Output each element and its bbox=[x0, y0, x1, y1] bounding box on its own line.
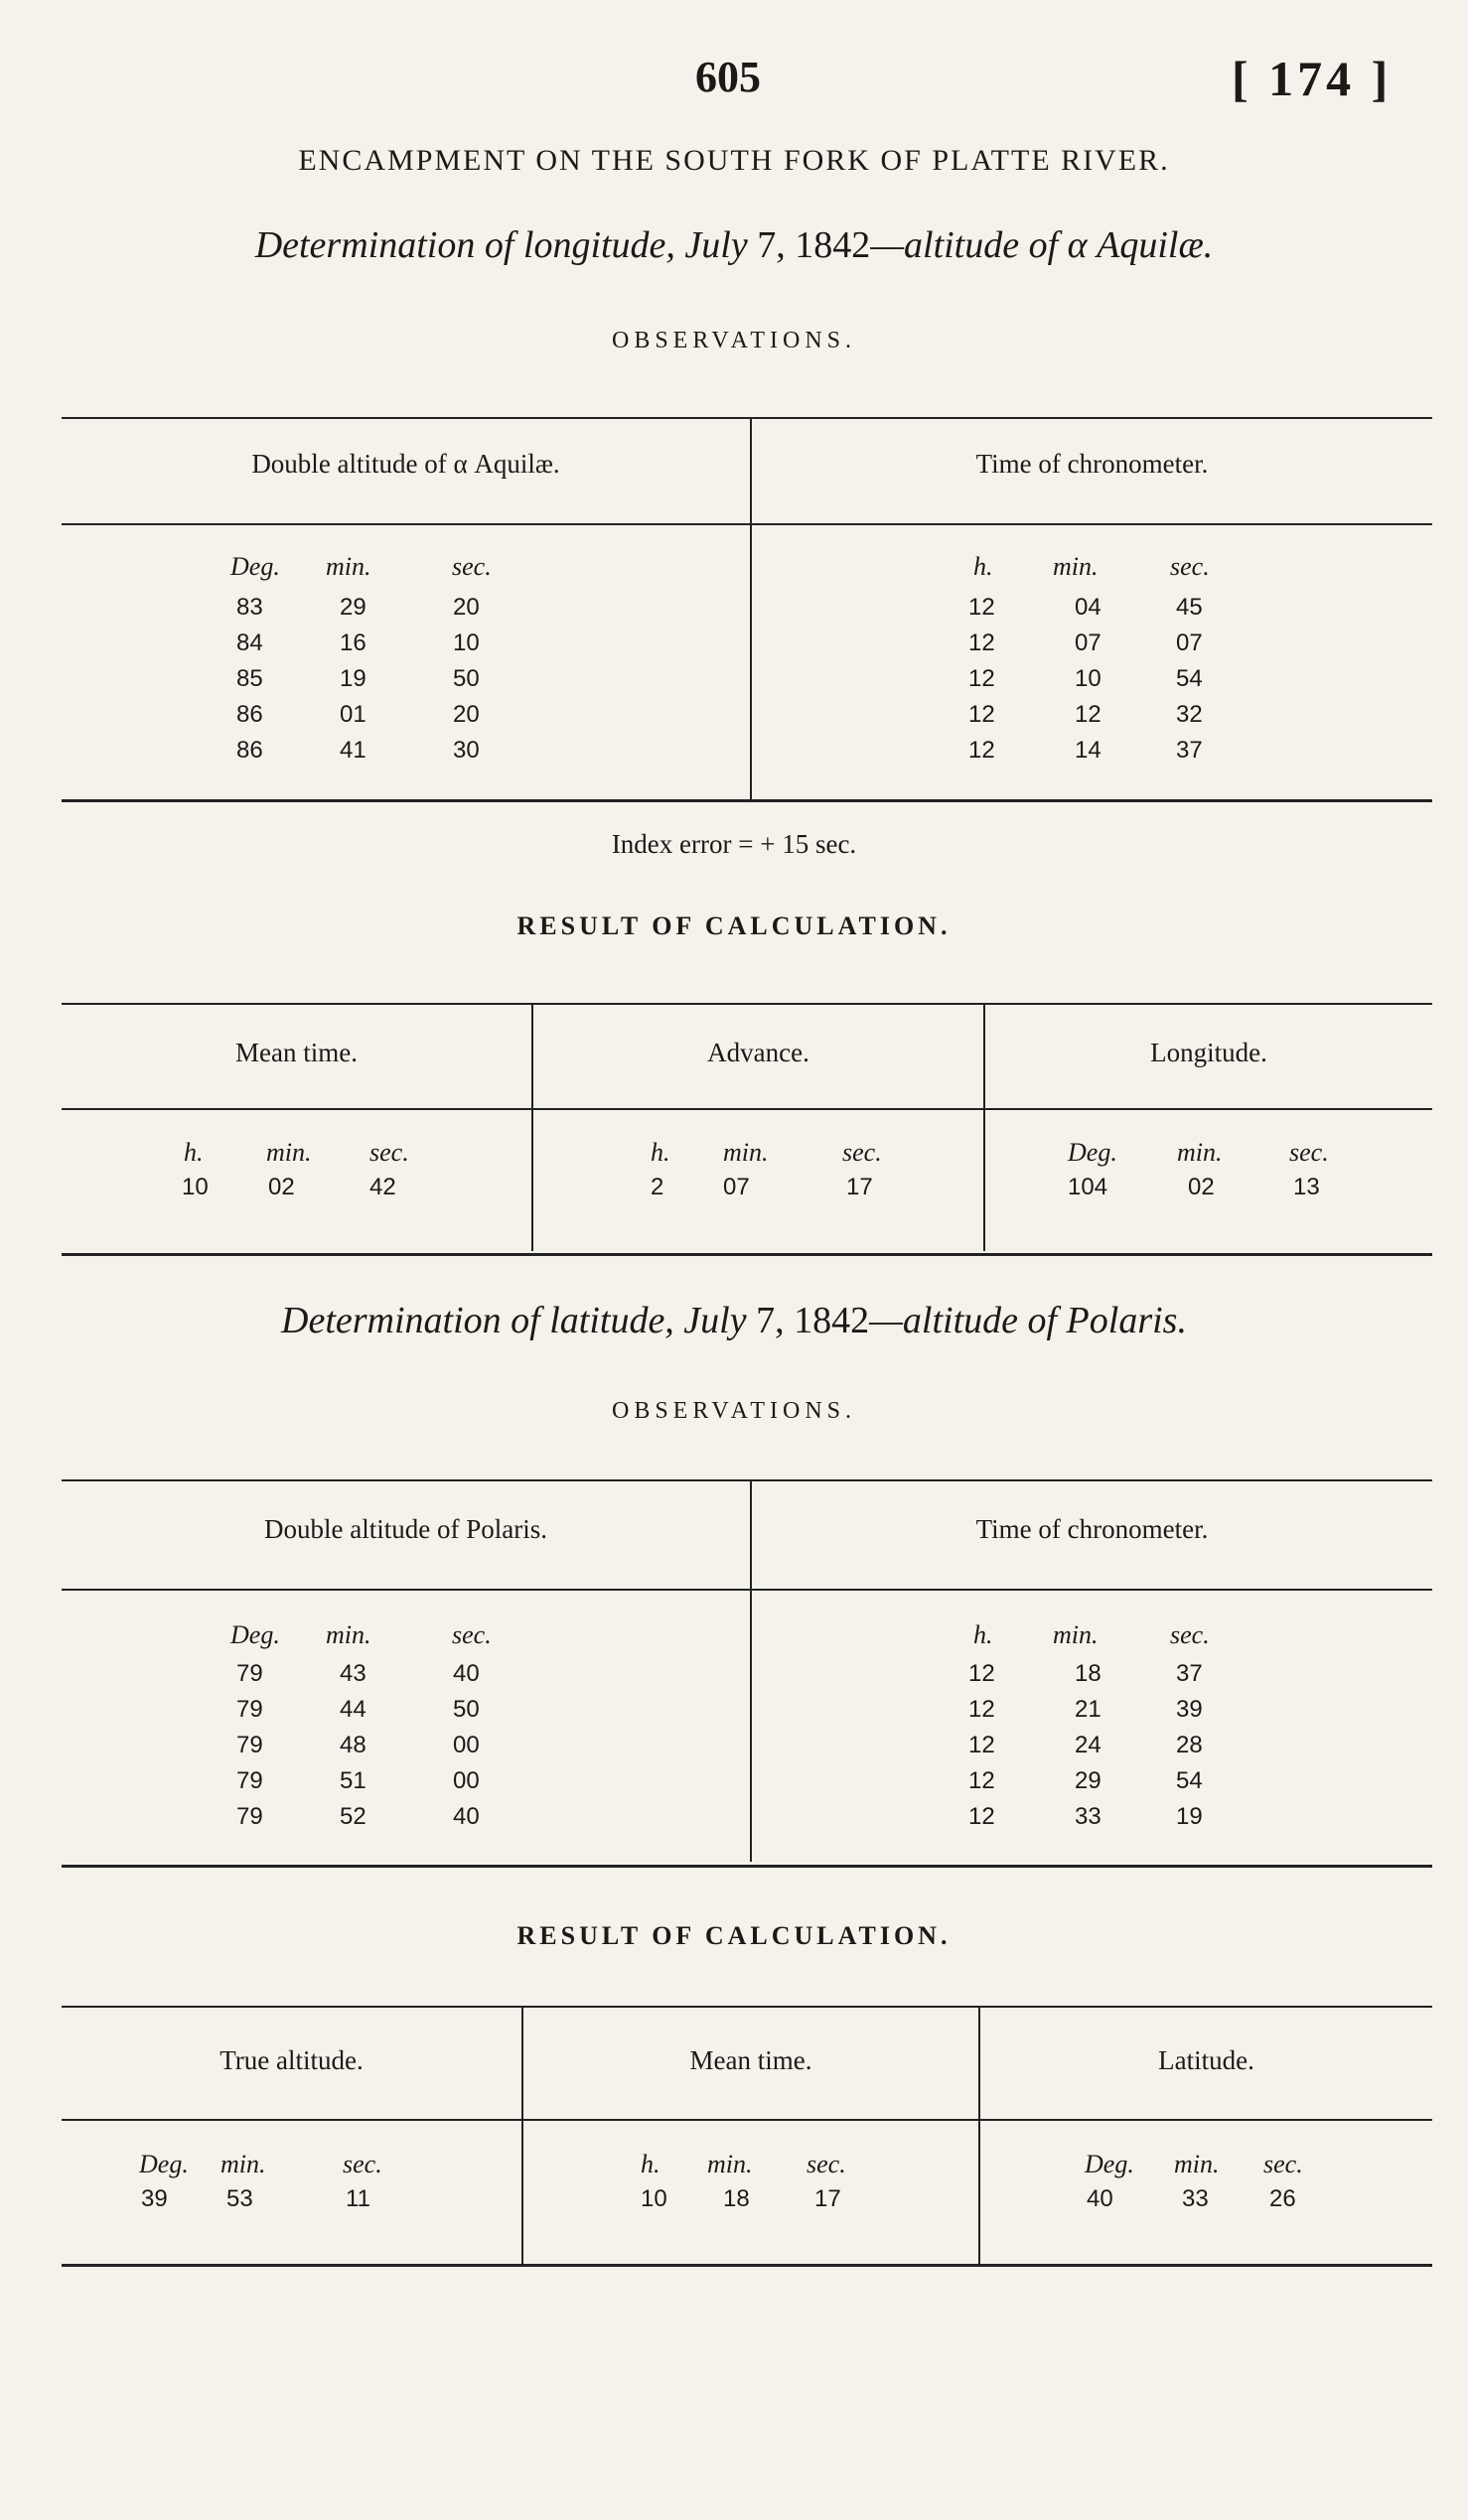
section1-title-date: 7, 1842 bbox=[757, 224, 871, 266]
unit-sec: sec. bbox=[1263, 2150, 1303, 2178]
table-cell: 79 bbox=[236, 1767, 263, 1794]
unit-min: min. bbox=[1177, 1138, 1223, 1167]
table-cell: 50 bbox=[453, 1696, 480, 1723]
table-cell: 12 bbox=[1075, 701, 1101, 728]
unit-min: min. bbox=[1174, 2150, 1220, 2178]
unit-min: min. bbox=[1053, 1620, 1099, 1649]
altitude-sec-column bbox=[453, 590, 480, 769]
table-cell: 12 bbox=[968, 665, 995, 692]
time-h-column bbox=[968, 1656, 995, 1835]
col-header-mean-time: Mean time. bbox=[689, 2045, 812, 2075]
table-cell: 44 bbox=[340, 1696, 367, 1723]
section2-title-end: —altitude of Polaris. bbox=[869, 1300, 1187, 1341]
longitude-deg: 104 bbox=[1068, 1174, 1108, 1200]
bracket-number: [ 174 ] bbox=[1232, 51, 1393, 106]
col-header-mean-time: Mean time. bbox=[235, 1038, 358, 1067]
col-header-longitude: Longitude. bbox=[1150, 1038, 1267, 1067]
table-cell: 14 bbox=[1075, 737, 1101, 764]
latitude-deg: 40 bbox=[1087, 2185, 1113, 2212]
table-cell: 00 bbox=[453, 1732, 480, 1758]
col-header-chronometer: Time of chronometer. bbox=[975, 1514, 1209, 1544]
altitude-min-column bbox=[340, 1656, 367, 1835]
table-cell: 79 bbox=[236, 1660, 263, 1687]
section2-observations-label: OBSERVATIONS. bbox=[611, 1398, 856, 1424]
col-header-altitude: Double altitude of Polaris. bbox=[264, 1514, 547, 1544]
unit-h: h. bbox=[973, 1620, 993, 1649]
unit-sec: sec. bbox=[369, 1138, 409, 1167]
table-cell: 16 bbox=[340, 630, 367, 656]
table-header-rule bbox=[62, 523, 1432, 525]
unit-sec: sec. bbox=[452, 1620, 492, 1649]
table-cell: 12 bbox=[968, 630, 995, 656]
table-divider bbox=[978, 2006, 980, 2264]
page-number: 605 bbox=[695, 53, 761, 101]
unit-sec: sec. bbox=[343, 2150, 382, 2178]
table-cell: 12 bbox=[968, 737, 995, 764]
col-header-altitude: Double altitude of α Aquilæ. bbox=[251, 449, 560, 479]
section1-observations-label: OBSERVATIONS. bbox=[611, 328, 856, 353]
table-cell: 24 bbox=[1075, 1732, 1101, 1758]
unit-min: min. bbox=[707, 2150, 753, 2178]
table-cell: 10 bbox=[453, 630, 480, 656]
table-cell: 54 bbox=[1176, 665, 1203, 692]
index-error-note: Index error = + 15 sec. bbox=[611, 829, 857, 859]
time-sec-column bbox=[1176, 590, 1203, 769]
table-cell: 40 bbox=[453, 1803, 480, 1830]
true-altitude-sec: 11 bbox=[346, 2185, 370, 2212]
table-cell: 79 bbox=[236, 1803, 263, 1830]
table-header-rule bbox=[62, 1589, 1432, 1591]
unit-sec: sec. bbox=[452, 552, 492, 581]
unit-min: min. bbox=[266, 1138, 312, 1167]
altitude-min-column bbox=[340, 590, 367, 769]
longitude-sec: 13 bbox=[1293, 1174, 1320, 1200]
section2-title bbox=[0, 1299, 1468, 1342]
mean-time-h: 10 bbox=[641, 2185, 667, 2212]
unit-sec: sec. bbox=[842, 1138, 882, 1167]
table-cell: 51 bbox=[340, 1767, 367, 1794]
table-cell: 85 bbox=[236, 665, 263, 692]
unit-min: min. bbox=[1053, 552, 1099, 581]
latitude-min: 33 bbox=[1182, 2185, 1209, 2212]
table-cell: 45 bbox=[1176, 594, 1203, 621]
unit-deg: Deg. bbox=[1085, 2150, 1134, 2178]
section2-title-date: 7, 1842 bbox=[756, 1300, 870, 1341]
time-min-column bbox=[1075, 590, 1101, 769]
unit-deg: Deg. bbox=[1068, 1138, 1117, 1167]
table-cell: 21 bbox=[1075, 1696, 1101, 1723]
table-cell: 39 bbox=[1176, 1696, 1203, 1723]
table-cell: 07 bbox=[1075, 630, 1101, 656]
col-header-chronometer: Time of chronometer. bbox=[975, 449, 1209, 479]
unit-min: min. bbox=[723, 1138, 769, 1167]
table-top-rule bbox=[62, 1003, 1432, 1005]
table-header-rule bbox=[62, 1108, 1432, 1110]
unit-min: min. bbox=[220, 2150, 266, 2178]
section1-title-start: Determination of longitude, July bbox=[254, 224, 758, 266]
section2-title-start: Determination of latitude, July bbox=[281, 1300, 757, 1341]
altitude-deg-column bbox=[236, 1656, 263, 1835]
section1-title-mid: —altitude of bbox=[870, 224, 1068, 266]
col-header-true-altitude: True altitude. bbox=[220, 2045, 364, 2075]
table-header-rule bbox=[62, 2119, 1432, 2121]
table-cell: 54 bbox=[1176, 1767, 1203, 1794]
section1-title-alpha: α bbox=[1067, 224, 1088, 266]
table-cell: 41 bbox=[340, 737, 367, 764]
table-cell: 32 bbox=[1176, 701, 1203, 728]
table-cell: 01 bbox=[340, 701, 367, 728]
time-sec-column bbox=[1176, 1656, 1203, 1835]
unit-sec: sec. bbox=[807, 2150, 846, 2178]
table-cell: 48 bbox=[340, 1732, 367, 1758]
table-cell: 86 bbox=[236, 737, 263, 764]
table-cell: 20 bbox=[453, 594, 480, 621]
table-cell: 12 bbox=[968, 1803, 995, 1830]
table-bottom-rule bbox=[62, 1865, 1432, 1868]
table-top-rule bbox=[62, 1479, 1432, 1481]
table-cell: 19 bbox=[340, 665, 367, 692]
unit-sec: sec. bbox=[1170, 552, 1210, 581]
advance-h: 2 bbox=[651, 1174, 664, 1200]
table-cell: 20 bbox=[453, 701, 480, 728]
section1-title bbox=[0, 223, 1468, 267]
unit-min: min. bbox=[326, 552, 371, 581]
table-cell: 12 bbox=[968, 1660, 995, 1687]
table-cell: 33 bbox=[1075, 1803, 1101, 1830]
mean-time-min: 18 bbox=[723, 2185, 750, 2212]
mean-time-sec: 17 bbox=[814, 2185, 841, 2212]
unit-h: h. bbox=[973, 552, 993, 581]
unit-sec: sec. bbox=[1170, 1620, 1210, 1649]
table-cell: 04 bbox=[1075, 594, 1101, 621]
table-cell: 00 bbox=[453, 1767, 480, 1794]
table-cell: 29 bbox=[340, 594, 367, 621]
advance-min: 07 bbox=[723, 1174, 750, 1200]
table-cell: 30 bbox=[453, 737, 480, 764]
table-cell: 40 bbox=[453, 1660, 480, 1687]
col-header-advance: Advance. bbox=[707, 1038, 809, 1067]
table-cell: 43 bbox=[340, 1660, 367, 1687]
unit-min: min. bbox=[326, 1620, 371, 1649]
col-header-latitude: Latitude. bbox=[1158, 2045, 1254, 2075]
table-cell: 19 bbox=[1176, 1803, 1203, 1830]
unit-h: h. bbox=[651, 1138, 670, 1167]
latitude-sec: 26 bbox=[1269, 2185, 1296, 2212]
table-cell: 86 bbox=[236, 701, 263, 728]
table-cell: 29 bbox=[1075, 1767, 1101, 1794]
table-cell: 84 bbox=[236, 630, 263, 656]
table-top-rule bbox=[62, 417, 1432, 419]
table-cell: 12 bbox=[968, 594, 995, 621]
unit-sec: sec. bbox=[1289, 1138, 1329, 1167]
table-cell: 37 bbox=[1176, 737, 1203, 764]
table-bottom-rule bbox=[62, 1253, 1432, 1256]
table-divider bbox=[521, 2006, 523, 2264]
section2-result-label: RESULT OF CALCULATION. bbox=[516, 1921, 952, 1950]
unit-h: h. bbox=[641, 2150, 661, 2178]
section1-title-end: Aquilæ. bbox=[1087, 224, 1214, 266]
time-h-column bbox=[968, 590, 995, 769]
section1-result-label: RESULT OF CALCULATION. bbox=[516, 911, 952, 940]
table-cell: 12 bbox=[968, 1696, 995, 1723]
time-min-column bbox=[1075, 1656, 1101, 1835]
table-cell: 12 bbox=[968, 1767, 995, 1794]
page-heading: ENCAMPMENT ON THE SOUTH FORK OF PLATTE RIVER. bbox=[298, 144, 1170, 177]
table-cell: 07 bbox=[1176, 630, 1203, 656]
table-bottom-rule bbox=[62, 2264, 1432, 2267]
table-cell: 52 bbox=[340, 1803, 367, 1830]
table-cell: 79 bbox=[236, 1696, 263, 1723]
unit-deg: Deg. bbox=[139, 2150, 189, 2178]
mean-time-h: 10 bbox=[182, 1174, 209, 1200]
advance-sec: 17 bbox=[846, 1174, 873, 1200]
table-cell: 10 bbox=[1075, 665, 1101, 692]
unit-deg: Deg. bbox=[230, 552, 280, 581]
table-cell: 50 bbox=[453, 665, 480, 692]
table-cell: 37 bbox=[1176, 1660, 1203, 1687]
table-cell: 83 bbox=[236, 594, 263, 621]
table-top-rule bbox=[62, 2006, 1432, 2008]
unit-deg: Deg. bbox=[230, 1620, 280, 1649]
table-cell: 12 bbox=[968, 701, 995, 728]
true-altitude-min: 53 bbox=[226, 2185, 253, 2212]
table-cell: 79 bbox=[236, 1732, 263, 1758]
table-cell: 28 bbox=[1176, 1732, 1203, 1758]
altitude-deg-column bbox=[236, 590, 263, 769]
mean-time-sec: 42 bbox=[369, 1174, 396, 1200]
table-bottom-rule bbox=[62, 799, 1432, 802]
unit-h: h. bbox=[184, 1138, 204, 1167]
table-cell: 18 bbox=[1075, 1660, 1101, 1687]
altitude-sec-column bbox=[453, 1656, 480, 1835]
true-altitude-deg: 39 bbox=[141, 2185, 168, 2212]
mean-time-min: 02 bbox=[268, 1174, 295, 1200]
longitude-min: 02 bbox=[1188, 1174, 1215, 1200]
table-cell: 12 bbox=[968, 1732, 995, 1758]
